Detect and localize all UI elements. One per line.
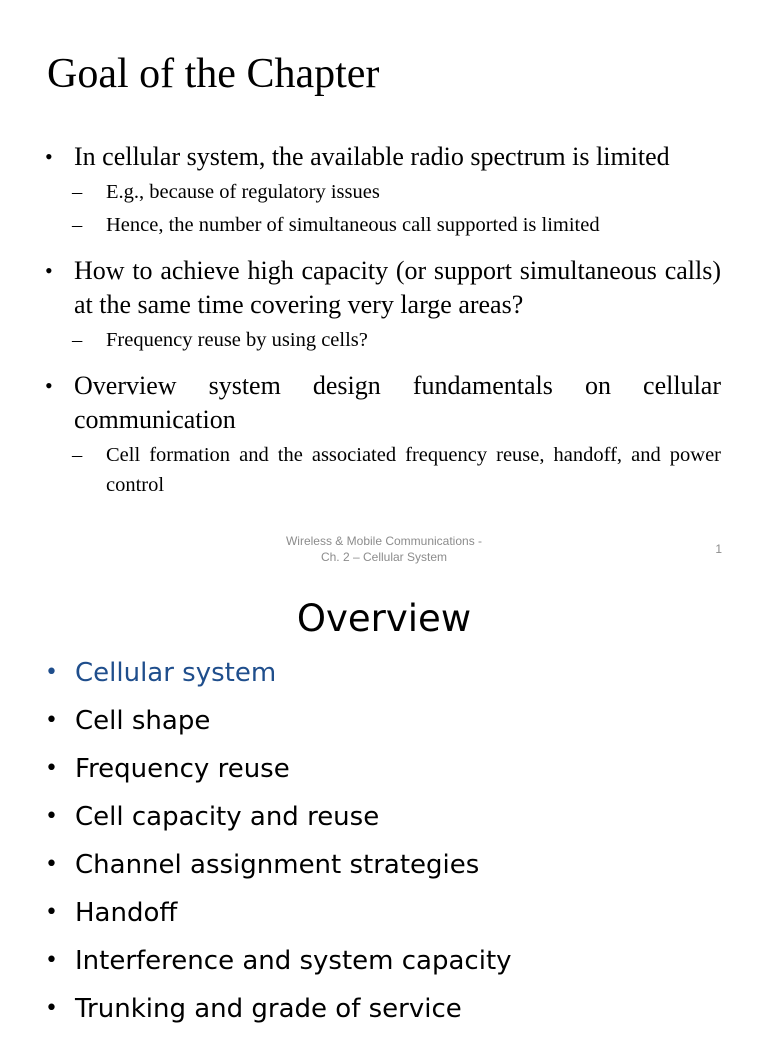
bullet-dot: • xyxy=(45,804,58,829)
overview-item-channel-assignment xyxy=(45,845,745,893)
page-number: 1 xyxy=(715,542,722,556)
sub-bullet-item xyxy=(45,210,721,240)
slide2-title: Overview xyxy=(296,597,472,640)
footer-line-1: Wireless & Mobile Communications - xyxy=(285,534,483,548)
sub-bullet-item xyxy=(45,177,721,207)
sub-bullet-dash: – xyxy=(72,329,83,351)
bullet-dot: • xyxy=(45,708,58,733)
bullet-dot: • xyxy=(45,996,58,1021)
bullet-dot: • xyxy=(45,852,58,877)
sub-bullet-item xyxy=(45,325,721,355)
overview-item-cell-shape xyxy=(45,701,745,749)
bullet-item xyxy=(45,140,721,174)
sub-bullet-text: Cell formation and the associated frequency reuse, handoff, and power control xyxy=(106,444,721,496)
bullet-dot: • xyxy=(45,900,58,925)
bullet-item xyxy=(45,254,721,322)
bullet-text: Overview system design fundamentals on cellular communication xyxy=(74,371,721,434)
sub-bullet-dash: – xyxy=(72,181,83,203)
bullet-dot: • xyxy=(45,660,58,685)
overview-list xyxy=(45,653,745,1037)
slide1-body xyxy=(45,140,721,500)
slide1-footer xyxy=(234,533,534,565)
bullet-dot: • xyxy=(45,144,53,169)
bullet-text: In cellular system, the available radio spectrum is limited xyxy=(74,142,670,171)
sub-bullet-item xyxy=(45,440,721,500)
bullet-dot: • xyxy=(45,756,58,781)
slide1-title: Goal of the Chapter xyxy=(47,51,380,97)
overview-item-label: Frequency reuse xyxy=(75,754,290,784)
overview-item-label: Interference and system capacity xyxy=(75,946,512,976)
sub-bullet-dash: – xyxy=(72,214,83,236)
overview-item-label: Handoff xyxy=(75,898,178,928)
overview-item-label: Cell shape xyxy=(75,706,211,736)
overview-item-cell-capacity xyxy=(45,797,745,845)
overview-item-interference xyxy=(45,941,745,989)
overview-item-label: Cell capacity and reuse xyxy=(75,802,380,832)
footer-line-2: Ch. 2 – Cellular System xyxy=(320,550,448,564)
overview-item-handoff xyxy=(45,893,745,941)
sub-bullet-text: E.g., because of regulatory issues xyxy=(106,181,380,203)
slide-overview xyxy=(0,576,768,1024)
overview-item-label: Cellular system xyxy=(75,658,277,688)
overview-item-label: Channel assignment strategies xyxy=(75,850,480,880)
sub-bullet-dash: – xyxy=(72,444,83,466)
bullet-text: How to achieve high capacity (or support simultaneous calls) at the same time covering very large areas? xyxy=(74,256,721,319)
sub-bullet-text: Frequency reuse by using cells? xyxy=(106,329,368,351)
overview-item-trunking xyxy=(45,989,745,1037)
overview-item-cellular-system xyxy=(45,653,745,701)
bullet-dot: • xyxy=(45,258,53,283)
overview-item-label: Trunking and grade of service xyxy=(75,994,462,1024)
overview-item-frequency-reuse xyxy=(45,749,745,797)
bullet-dot: • xyxy=(45,373,53,398)
bullet-item xyxy=(45,369,721,437)
sub-bullet-text: Hence, the number of simultaneous call supported is limited xyxy=(106,214,600,236)
bullet-dot: • xyxy=(45,948,58,973)
